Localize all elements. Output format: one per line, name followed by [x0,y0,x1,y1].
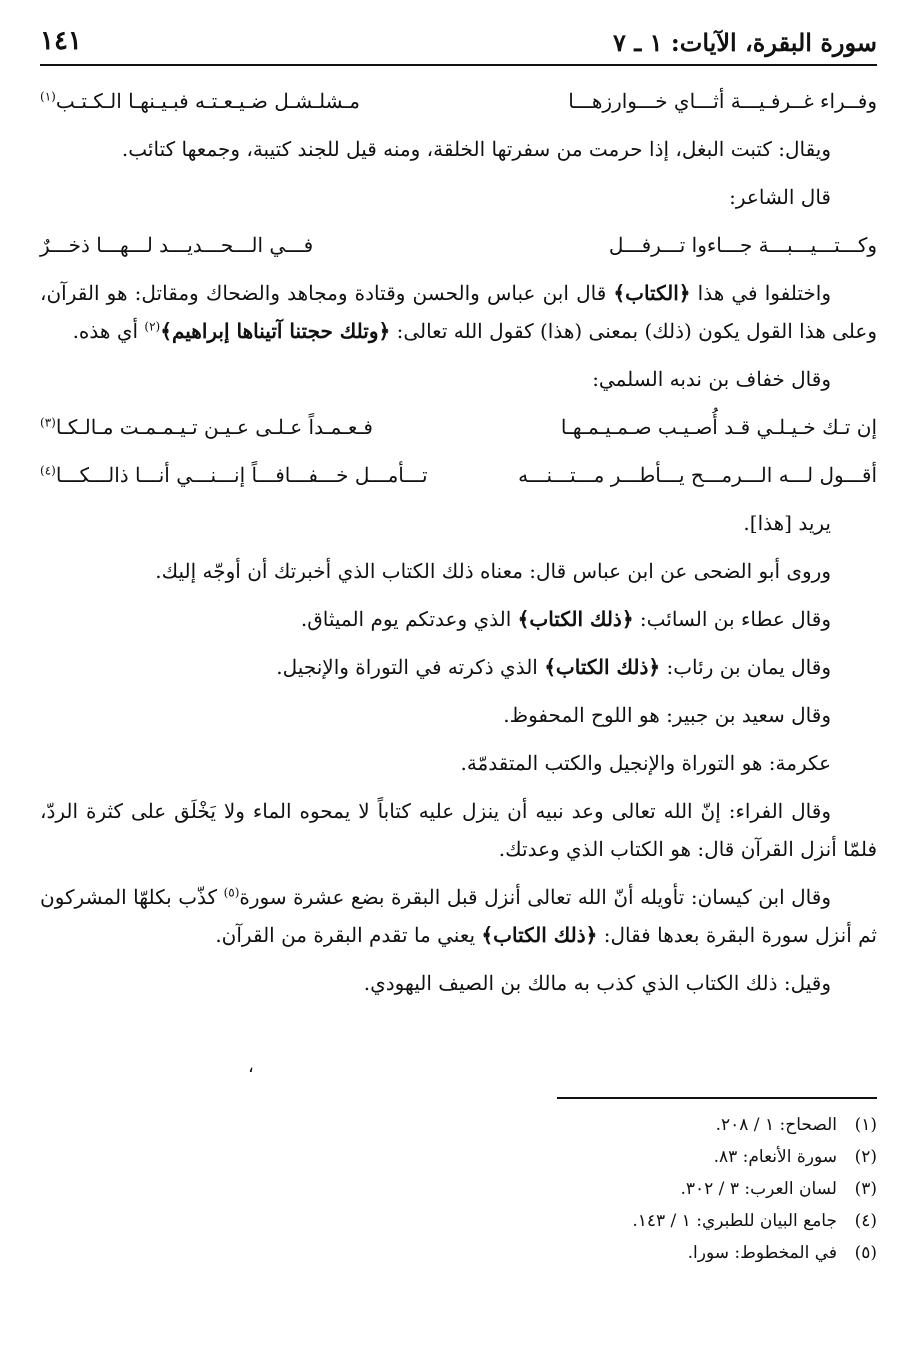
paragraph-text: وقال ابن كيسان: تأويله أنّ الله تعالى أنزل قبل البقرة بضع عشرة سورة [239,885,831,909]
paragraph: وقيل: ذلك الكتاب الذي كذب به مالك بن الصيف اليهودي. [363,971,831,995]
paragraph [40,274,877,350]
paragraph-text: وقال عطاء بن السائب: [639,607,831,631]
footnote-text: في المخطوط: سورا. [687,1243,837,1263]
paragraph [40,600,877,638]
paragraph [40,878,877,954]
quran-quote: ﴿ذلك الكتاب﴾ [544,655,661,679]
book-page [40,22,877,1352]
footnote-number: (٥) [854,1243,877,1263]
running-title: سورة البقرة، الآيات: ١ ـ ٧ [613,28,877,57]
quran-quote: ﴿الكتاب﴾ [613,281,691,305]
footnote-number: (٣) [854,1179,877,1199]
paragraph: وروى أبو الضحى عن ابن عباس قال: معناه ذلك الكتاب الذي أخبرتك أن أوجّه إليك. [155,559,831,583]
verse-first-hemistich: إن تـك خـيـلـي قـد أُصـيـب صـمـيـمـهـا [560,415,877,439]
footnote-number: (١) [854,1115,877,1135]
paragraph [40,648,877,686]
footnote-text: الصحاح: ١ / ٢٠٨. [715,1115,837,1135]
verse-first-hemistich: وفــراء غــرفـيـــة أثـــاي خـــوارزهـــا [568,89,877,113]
paragraph-text: أي هذه. [72,319,139,343]
footnote [40,1173,877,1205]
verse-text: مـشلـشـل ضـيـعـتـه فبـيـنهـا الـكـتـب [55,89,361,113]
poem-verse [40,82,877,120]
footnote [40,1205,877,1237]
footnote [40,1109,877,1141]
footnote-text: جامع البيان للطبري: ١ / ١٤٣. [632,1211,837,1231]
footnote-number: (٢) [854,1147,877,1167]
main-text [40,82,877,1002]
quran-quote: ﴿ذلك الكتاب﴾ [517,607,634,631]
footnote-marker: (٤) [40,463,56,478]
footnote-number: (٤) [854,1211,877,1231]
paragraph-text: الذي وعدتكم يوم الميثاق. [300,607,512,631]
page-header [40,22,877,66]
paragraph-text: الذي ذكرته في التوراة والإنجيل. [276,655,538,679]
paragraph: عكرمة: هو التوراة والإنجيل والكتب المتقدمّة. [460,751,831,775]
stray-ink-mark: ، [248,1056,254,1077]
paragraph: وقال سعيد بن جبير: هو اللوح المحفوظ. [503,703,831,727]
poem-verse [40,226,877,264]
poem-verse [40,408,877,446]
paragraph: وقال خفاف بن ندبه السلمي: [592,367,831,391]
footnote-text: سورة الأنعام: ٨٣. [713,1147,837,1167]
paragraph: يريد [هذا]. [743,511,831,535]
verse-second-hemistich: فـــي الـــحـــديـــد لـــهـــا ذخـــرٌ [40,233,314,257]
paragraph: وقال الفراء: إنّ الله تعالى وعد نبيه أن ينزل عليه كتاباً لا يمحوه الماء ولا يَخْلَق على كثرة الردّ، فلمّا أنزل القرآن قال: هو الكتاب الذي وعدتك. [40,799,877,861]
footnote-marker: (٢) [144,319,161,334]
verse-first-hemistich: أقـــول لـــه الـــرمـــح يـــأطـــر مـــتـــنـــه [518,463,877,487]
paragraph-text: يعني ما تقدم البقرة من القرآن. [215,923,476,947]
footnote-marker: (١) [40,89,56,104]
quran-quote: ﴿ذلك الكتاب﴾ [481,923,598,947]
verse-text: فـعـمـداً عـلـى عـيـن تـيـمـمـت مـالـكـا [55,415,373,439]
poem-verse [40,456,877,494]
footnote [40,1237,877,1269]
footnote [40,1141,877,1173]
verse-second-hemistich [40,456,428,494]
paragraph-text: وقال يمان بن رئاب: [666,655,831,679]
page-number: ١٤١ [40,26,82,56]
quran-quote: ﴿وتلك حجتنا آتيناها إبراهيم﴾ [160,319,391,343]
verse-second-hemistich [40,82,360,120]
verse-text: تـــأمـــل خـــفـــافـــاً إنـــنـــي أنـــا ذالـــكـــا [55,463,428,487]
paragraph-text: قال ابن عباس والحسن وقتادة ومجاهد والضحاك ومقاتل: هو القرآن، وعلى هذا القول يكون (ذلك) بمعنى (هذا) كقول الله تعالى: [40,281,877,343]
verse-second-hemistich [40,408,373,446]
paragraph: ويقال: كتبت البغل، إذا حرمت من سفرتها الخلقة، ومنه قيل للجند كتيبة، وجمعها كتائب. [121,137,831,161]
paragraph-text: كذّب بكلهّا المشركون ثم أنزل سورة البقرة بعدها فقال: [40,885,877,947]
footnote-text: لسان العرب: ٣ / ٣٠٢. [680,1179,837,1199]
footnotes-section [40,1097,877,1269]
footnote-marker: (٥) [223,885,240,900]
verse-first-hemistich: وكـــتـــيـــبـــة جـــاءوا تـــرفـــل [608,233,877,257]
paragraph-text: واختلفوا في هذا [697,281,831,305]
footnote-separator [557,1097,877,1099]
footnote-marker: (٣) [40,415,56,430]
paragraph: قال الشاعر: [729,185,831,209]
